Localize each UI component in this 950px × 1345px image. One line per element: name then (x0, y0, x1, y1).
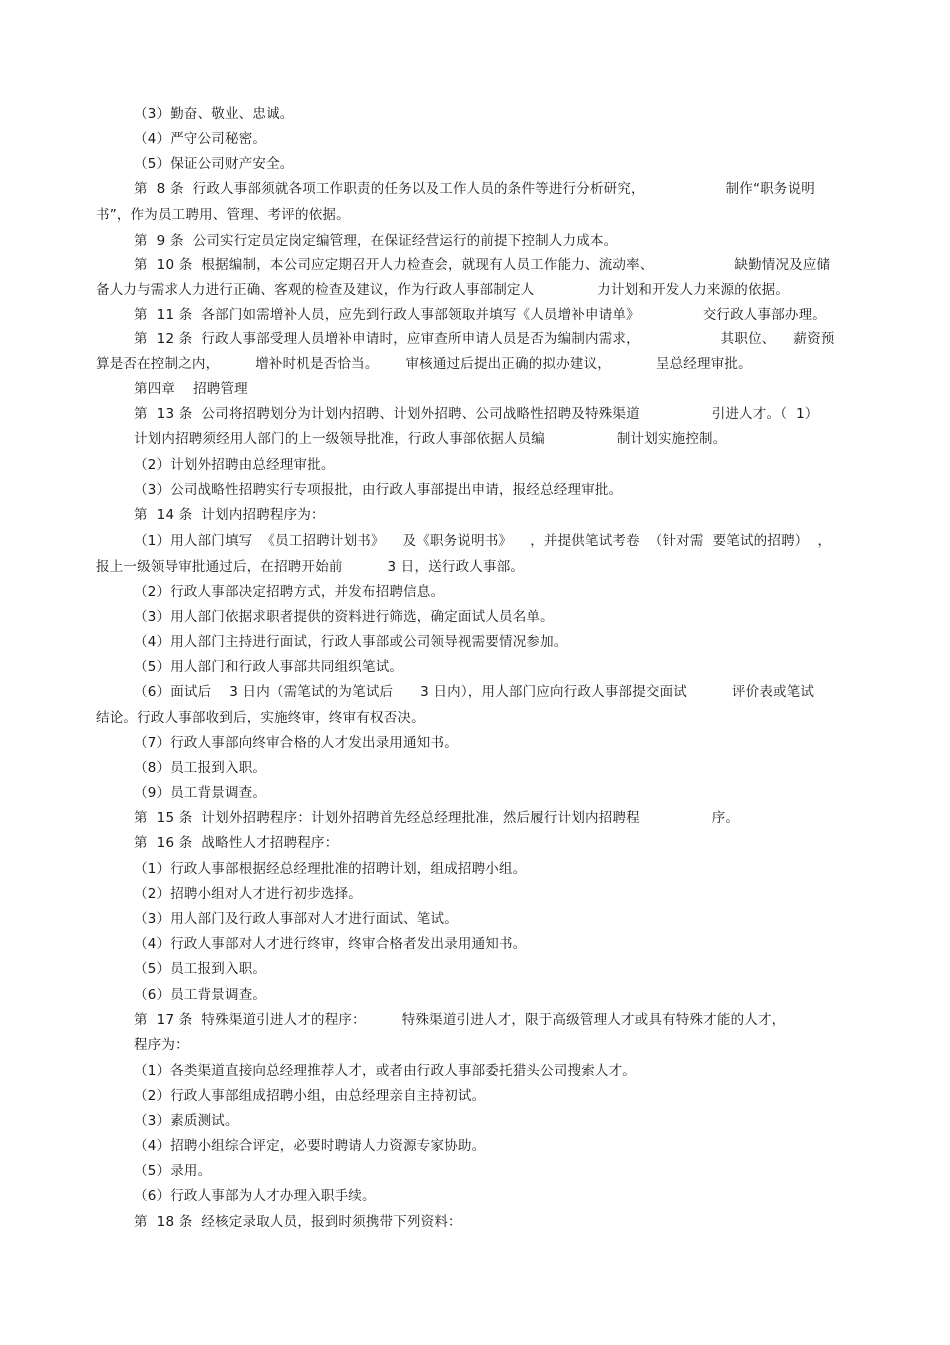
text-line: 计划内招聘须经用人部门的上一级领导批准，行政人事部依据人员编 制计划实施控制。 (134, 431, 727, 447)
text-line: 书”，作为员工聘用、管理、考评的依据。 (96, 207, 350, 223)
text-line: 第 14 条 计划内招聘程序为： (134, 507, 325, 523)
text-line: 第 11 条 各部门如需增补人员，应先到行政人事部领取并填写《人员增补申请单》 交行政人事部办理。 (134, 307, 827, 323)
chapter-heading: 第四章 招聘管理 (134, 381, 248, 397)
text-line: （5）保证公司财产安全。 (134, 156, 294, 172)
text-line: （2）行政人事部组成招聘小组，由总经理亲自主持初试。 (134, 1088, 486, 1104)
text-line: 第 18 条 经核定录取人员，报到时须携带下列资料： (134, 1214, 462, 1230)
text-line: 报上一级领导审批通过后，在招聘开始前 3 日，送行政人事部。 (96, 559, 525, 575)
text-line: （4）严守公司秘密。 (134, 131, 267, 147)
text-line: （6）行政人事部为人才办理入职手续。 (134, 1188, 376, 1204)
text-line: （3）勤奋、敬业、忠诚。 (134, 106, 294, 122)
text-line: （3）用人部门及行政人事部对人才进行面试、笔试。 (134, 911, 458, 927)
text-line: （9）员工背景调查。 (134, 785, 267, 801)
text-line: 程序为： (134, 1037, 189, 1053)
text-line: 第 17 条 特殊渠道引进人才的程序： 特殊渠道引进人才，限于高级管理人才或具有特殊才能的人才， (134, 1012, 786, 1028)
text-line: （7）行政人事部向终审合格的人才发出录用通知书。 (134, 735, 458, 751)
text-line: 第 10 条 根据编制，本公司应定期召开人力检查会，就现有人员工作能力、流动率、 缺勤情况及应储 (134, 257, 831, 273)
text-line: （2）行政人事部决定招聘方式，并发布招聘信息。 (134, 584, 445, 600)
text-line: （2）招聘小组对人才进行初步选择。 (134, 886, 362, 902)
text-line: （4）用人部门主持进行面试，行政人事部或公司领导视需要情况参加。 (134, 634, 568, 650)
text-line: （1）各类渠道直接向总经理推荐人才，或者由行政人事部委托猎头公司搜索人才。 (134, 1063, 636, 1079)
text-line: （1）行政人事部根据经总经理批准的招聘计划，组成招聘小组。 (134, 861, 527, 877)
text-line: 第 9 条 公司实行定员定岗定编管理，在保证经营运行的前提下控制人力成本。 (134, 233, 618, 249)
text-line: 第 13 条 公司将招聘划分为计划内招聘、计划外招聘、公司战略性招聘及特殊渠道 引进人才。（ 1） (134, 406, 819, 422)
text-line: 备人力与需求人力进行正确、客观的检查及建议，作为行政人事部制定人 力计划和开发人力来源的依据。 (96, 282, 790, 298)
text-line: （4）招聘小组综合评定，必要时聘请人力资源专家协助。 (134, 1138, 486, 1154)
text-line: （1）用人部门填写 《员工招聘计划书》 及《职务说明书》 ，并提供笔试考卷 （针对需 要笔试的招聘） ， (134, 533, 832, 549)
text-line: （5）员工报到入职。 (134, 961, 267, 977)
text-line: （5）录用。 (134, 1163, 212, 1179)
text-line: 结论。行政人事部收到后，实施终审，终审有权否决。 (96, 710, 425, 726)
text-line: 第 16 条 战略性人才招聘程序： (134, 835, 339, 851)
text-line: （8）员工报到入职。 (134, 760, 267, 776)
text-line: （3）公司战略性招聘实行专项报批，由行政人事部提出申请，报经总经理审批。 (134, 482, 623, 498)
text-line: （2）计划外招聘由总经理审批。 (134, 457, 335, 473)
text-line: （3）用人部门依据求职者提供的资料进行筛选，确定面试人员名单。 (134, 609, 554, 625)
text-line: （5）用人部门和行政人事部共同组织笔试。 (134, 659, 404, 675)
text-line: 第 12 条 行政人事部受理人员增补申请时，应审查所申请人员是否为编制内需求， 其职位、 薪资预 (134, 331, 835, 347)
text-line: 算是否在控制之内， 增补时机是否恰当。 审核通过后提出正确的拟办建议， 呈总经理审批。 (96, 356, 752, 372)
text-line: 第 8 条 行政人事部须就各项工作职责的任务以及工作人员的条件等进行分析研究， 制作“职务说明 (134, 181, 815, 197)
text-line: （6）员工背景调查。 (134, 987, 267, 1003)
text-line: （6）面试后 3 日内（需笔试的为笔试后 3 日内），用人部门应向行政人事部提交面试 评价表或笔试 (134, 684, 815, 700)
text-line: （3）素质测试。 (134, 1113, 239, 1129)
text-line: （4）行政人事部对人才进行终审，终审合格者发出录用通知书。 (134, 936, 527, 952)
text-line: 第 15 条 计划外招聘程序：计划外招聘首先经总经理批准，然后履行计划内招聘程 序。 (134, 810, 740, 826)
